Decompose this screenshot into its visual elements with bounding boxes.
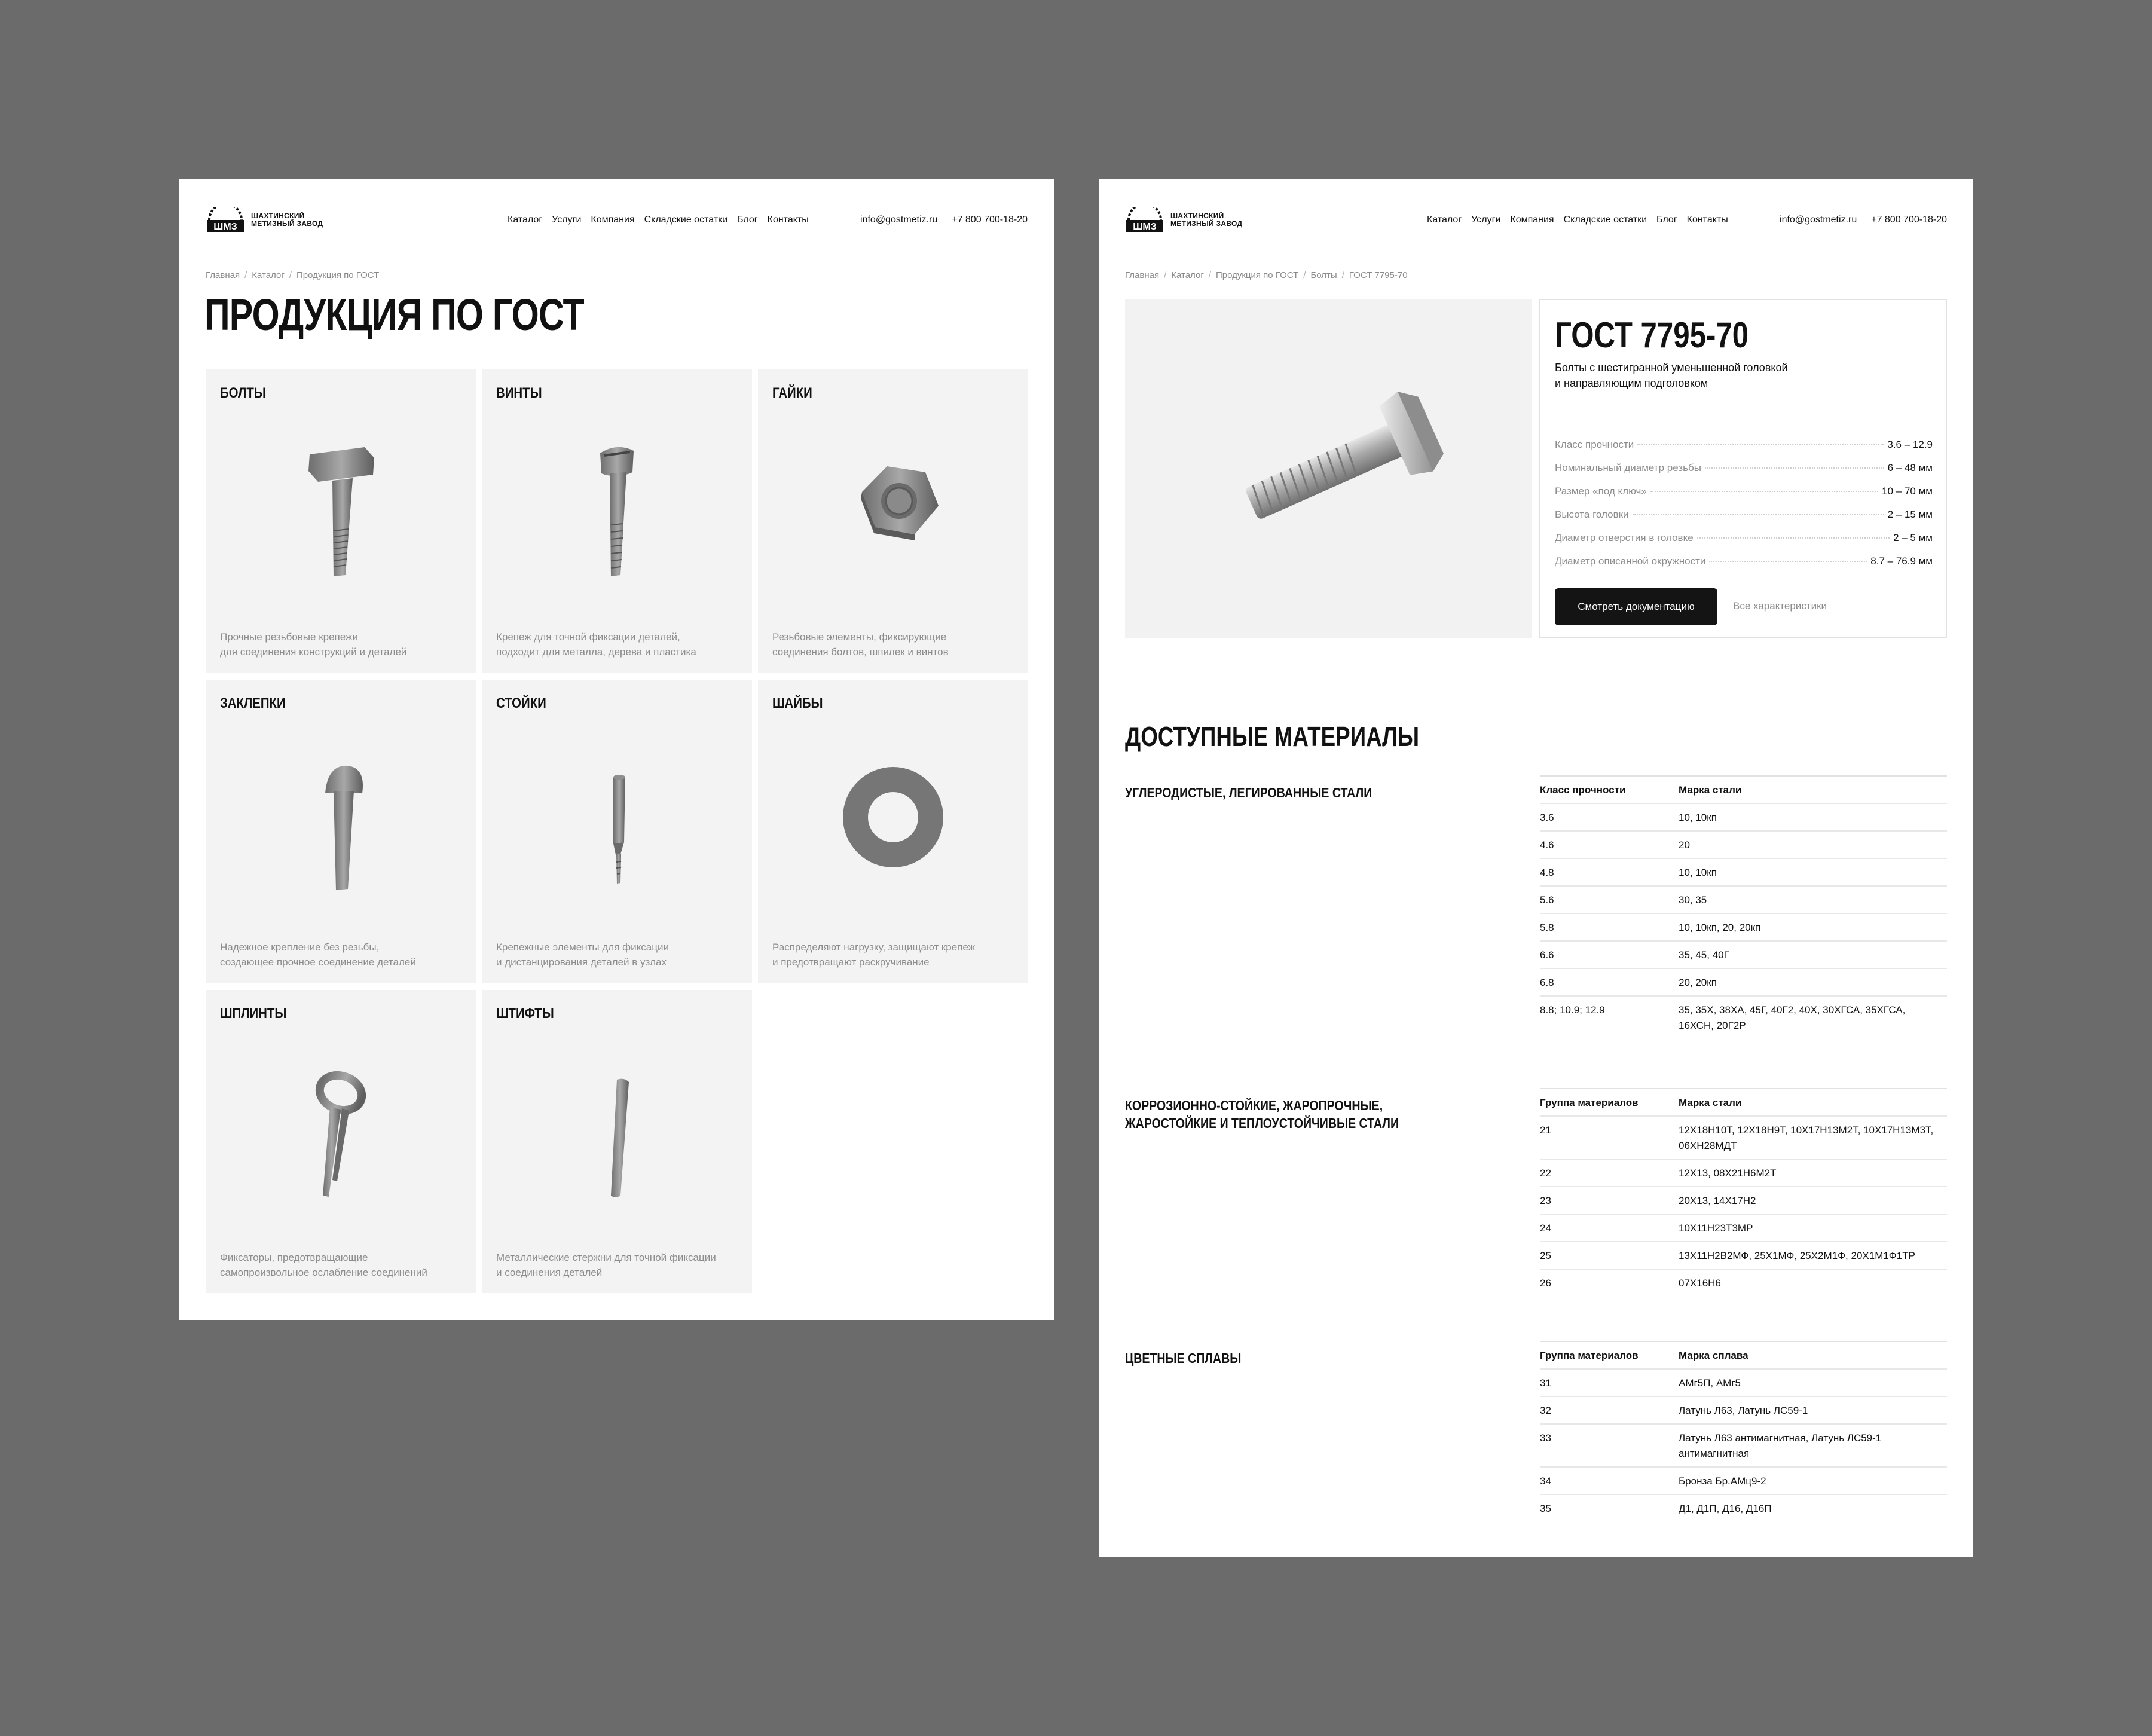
card-description: Резьбовые элементы, фиксирующие соединения болтов, шпилек и винтов <box>772 631 949 658</box>
table-row: 24 10Х11Н23Т3МР <box>1540 1215 1947 1242</box>
material-group-name: ЦВЕТНЫЕ СПЛАВЫ <box>1125 1350 1242 1366</box>
card-title: БОЛТЫ <box>220 385 266 401</box>
product-image <box>1125 299 1532 638</box>
table-header: Группа материалов Марка стали <box>1540 1089 1947 1117</box>
nav-catalog[interactable]: Каталог <box>1427 215 1462 225</box>
category-card-screws[interactable] <box>482 369 752 673</box>
table-row: 8.8; 10.9; 12.9 35, 35Х, 38ХА, 45Г, 40Г2, 40Х, 30ХГСА, 35ХГСА, 16ХСН, 20Г2Р <box>1540 1004 1906 1031</box>
product-subtitle: Болты с шестигранной уменьшенной головкой и направляющим подголовком <box>1555 362 1788 389</box>
table-row: 31 АМг5П, АМг5 <box>1540 1370 1947 1397</box>
category-card-dowel-pins[interactable] <box>482 990 752 1293</box>
logo-line2: МЕТИЗНЫЙ ЗАВОД <box>251 219 323 228</box>
spec-row: Высота головки 2 – 15 мм <box>1555 509 1933 520</box>
spec-row: Размер «под ключ» 10 – 70 мм <box>1555 485 1933 497</box>
washer-icon <box>827 739 959 901</box>
table-row: 35 Д1, Д1П, Д16, Д16П <box>1540 1503 1772 1514</box>
nav-blog[interactable]: Блог <box>1656 215 1677 225</box>
table-row: 5.8 10, 10кп, 20, 20кп <box>1540 914 1947 942</box>
rivet-icon <box>275 739 406 901</box>
category-grid <box>206 369 1028 1293</box>
breadcrumb: Главная / Каталог / Продукция по ГОСТ / Болты / ГОСТ 7795-70 <box>1125 270 1408 280</box>
card-title: СТОЙКИ <box>496 695 546 711</box>
nut-icon <box>827 429 959 591</box>
material-group-name: УГЛЕРОДИСТЫЕ, ЛЕГИРОВАННЫЕ СТАЛИ <box>1125 785 1372 800</box>
logo-line1: ШАХТИНСКИЙ <box>1170 212 1224 220</box>
phone-link[interactable]: +7 800 700-18-20 <box>1871 215 1947 225</box>
all-specs-link[interactable]: Все характеристики <box>1733 600 1827 612</box>
breadcrumb: Главная / Каталог / Продукция по ГОСТ <box>206 270 380 280</box>
spec-row: Номинальный диаметр резьбы 6 – 48 мм <box>1555 462 1933 473</box>
nav-stock[interactable]: Складские остатки <box>1563 215 1647 225</box>
breadcrumb-home[interactable]: Главная <box>206 270 240 280</box>
table-row: 6.8 20, 20кп <box>1540 969 1947 997</box>
standoff-icon <box>551 739 683 901</box>
card-title: ШТИФТЫ <box>496 1005 554 1022</box>
table-row: 25 13Х11Н2В2МФ, 25Х1МФ, 25Х2М1Ф, 20Х1М1Ф1ТР <box>1540 1242 1947 1270</box>
material-group-name: КОРРОЗИОННО-СТОЙКИЕ, ЖАРОПРОЧНЫЕ, ЖАРОСТОЙКИЕ И ТЕПЛОУСТОЙЧИВЫЕ СТАЛИ <box>1125 1098 1399 1131</box>
card-title: ШПЛИНТЫ <box>220 1005 287 1022</box>
main-nav <box>1427 215 1728 225</box>
nav-stock[interactable]: Складские остатки <box>644 215 728 225</box>
breadcrumb-current: Продукция по ГОСТ <box>296 270 380 280</box>
view-documentation-button[interactable]: Смотреть документацию <box>1555 588 1717 625</box>
table-row: 23 20Х13, 14Х17Н2 <box>1540 1187 1947 1215</box>
category-card-nuts[interactable] <box>758 369 1028 673</box>
category-card-washers[interactable] <box>758 680 1028 983</box>
nav-blog[interactable]: Блог <box>737 215 758 225</box>
table-row: 4.6 20 <box>1540 832 1947 859</box>
product-info-card <box>1539 299 1947 638</box>
cotter-pin-icon <box>275 1050 406 1211</box>
gear-logo-icon <box>1125 207 1164 233</box>
table-row: 26 07Х16Н6 <box>1540 1277 1721 1289</box>
card-description: Крепеж для точной фиксации деталей, подходит для металла, дерева и пластика <box>496 631 696 658</box>
main-nav <box>508 215 809 225</box>
nav-contacts[interactable]: Контакты <box>767 215 809 225</box>
spec-row: Диаметр описанной окружности 8.7 – 76.9 мм <box>1555 555 1933 567</box>
card-description: Крепежные элементы для фиксации и дистанцирования деталей в узлах <box>496 942 669 968</box>
dowel-pin-icon <box>551 1050 683 1211</box>
category-card-rivets[interactable] <box>206 680 476 983</box>
table-header: Группа материалов Марка сплава <box>1540 1342 1947 1370</box>
catalog-page <box>179 179 1054 1320</box>
card-description: Надежное крепление без резьбы, создающее прочное соединение деталей <box>220 942 416 968</box>
product-page <box>1099 179 1973 1557</box>
page-title: ПРОДУКЦИЯ ПО ГОСТ <box>204 290 584 340</box>
site-header <box>206 189 1028 251</box>
nav-contacts[interactable]: Контакты <box>1686 215 1728 225</box>
svg-text:ШМЗ: ШМЗ <box>1133 222 1157 232</box>
product-title: ГОСТ 7795-70 <box>1555 315 1749 355</box>
logo-line2: МЕТИЗНЫЙ ЗАВОД <box>1170 219 1243 228</box>
materials-title: ДОСТУПНЫЕ МАТЕРИАЛЫ <box>1125 721 1419 752</box>
breadcrumb-current: ГОСТ 7795-70 <box>1349 270 1408 280</box>
category-card-standoffs[interactable] <box>482 680 752 983</box>
logo[interactable] <box>1125 207 1242 233</box>
phone-link[interactable]: +7 800 700-18-20 <box>952 215 1028 225</box>
spec-row: Диаметр отверстия в головке 2 – 5 мм <box>1555 532 1933 543</box>
category-card-cotter-pins[interactable] <box>206 990 476 1293</box>
spec-row: Класс прочности 3.6 – 12.9 <box>1555 439 1933 450</box>
card-description: Прочные резьбовые крепежи для соединения конструкций и деталей <box>220 631 407 658</box>
card-title: ШАЙБЫ <box>772 695 823 711</box>
breadcrumb-home[interactable]: Главная <box>1125 270 1160 280</box>
card-description: Распределяют нагрузку, защищают крепеж и предотвращают раскручивание <box>772 942 976 968</box>
card-title: ГАЙКИ <box>772 385 812 401</box>
email-link[interactable]: info@gostmetiz.ru <box>1780 215 1857 225</box>
breadcrumb-bolts[interactable]: Болты <box>1310 270 1337 280</box>
logo[interactable] <box>206 207 323 233</box>
table-row: 3.6 10, 10кп <box>1540 804 1947 832</box>
card-title: ЗАКЛЕПКИ <box>220 695 286 711</box>
table-row: 5.6 30, 35 <box>1540 887 1947 914</box>
table-row: 21 12Х18Н10Т, 12Х18Н9Т, 10Х17Н13М2Т, 10Х17Н13М3Т, 06ХН28МДТ <box>1540 1117 1947 1160</box>
bolt-icon <box>275 429 406 591</box>
table-row: 34 Бронза Бр.АМц9-2 <box>1540 1468 1947 1495</box>
gear-logo-icon <box>206 207 245 233</box>
card-description: Металлические стержни для точной фиксации и соединения деталей <box>496 1252 716 1278</box>
breadcrumb-catalog[interactable]: Каталог <box>252 270 285 280</box>
nav-catalog[interactable]: Каталог <box>508 215 543 225</box>
nav-services[interactable]: Услуги <box>1471 215 1501 225</box>
table-row: 32 Латунь Л63, Латунь ЛС59-1 <box>1540 1397 1947 1425</box>
material-table <box>1540 1341 1947 1521</box>
table-row: 33 Латунь Л63 антимагнитная, Латунь ЛС59-1 антимагнитная <box>1540 1425 1947 1468</box>
breadcrumb-gost[interactable]: Продукция по ГОСТ <box>1215 270 1299 280</box>
hex-bolt-icon <box>1125 299 1532 638</box>
nav-services[interactable]: Услуги <box>552 215 582 225</box>
screw-icon <box>551 429 683 591</box>
material-table <box>1540 1088 1947 1296</box>
table-row: 6.6 35, 45, 40Г <box>1540 942 1947 969</box>
email-link[interactable]: info@gostmetiz.ru <box>860 215 938 225</box>
card-description: Фиксаторы, предотвращающие самопроизвольное ослабление соединений <box>220 1252 427 1278</box>
nav-company[interactable]: Компания <box>591 215 635 225</box>
material-table <box>1540 775 1947 1038</box>
nav-company[interactable]: Компания <box>1510 215 1554 225</box>
site-header <box>1125 189 1947 251</box>
breadcrumb-catalog[interactable]: Каталог <box>1171 270 1204 280</box>
logo-line1: ШАХТИНСКИЙ <box>251 212 305 220</box>
spec-list <box>1555 439 1933 579</box>
table-row: 22 12Х13, 08Х21Н6М2Т <box>1540 1160 1947 1187</box>
card-title: ВИНТЫ <box>496 385 542 401</box>
table-row: 4.8 10, 10кп <box>1540 859 1947 887</box>
table-header: Класс прочности Марка стали <box>1540 777 1947 804</box>
svg-text:ШМЗ: ШМЗ <box>213 222 237 232</box>
category-card-bolts[interactable] <box>206 369 476 673</box>
